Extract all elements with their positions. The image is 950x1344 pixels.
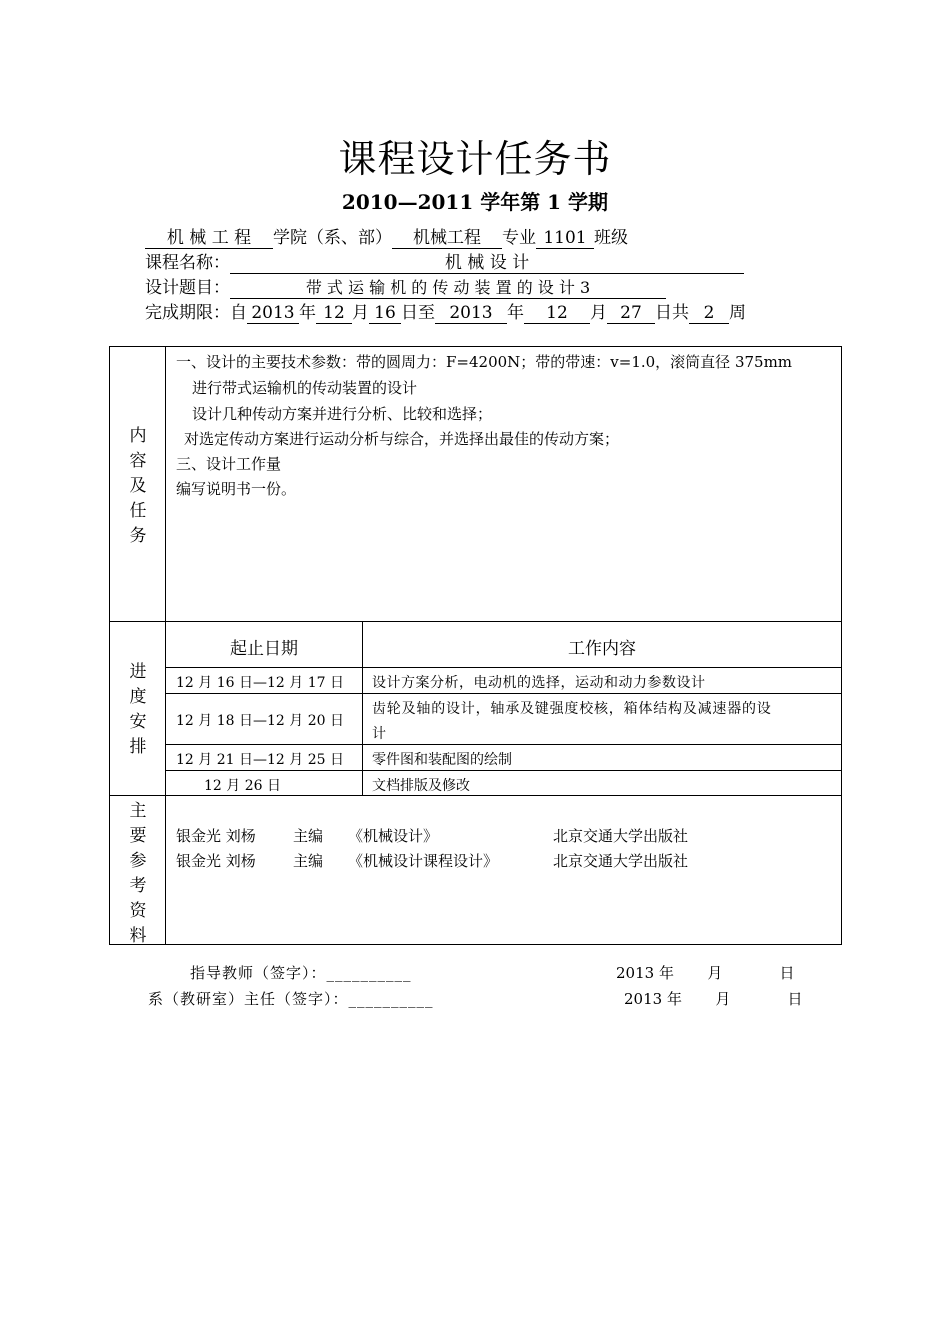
course-value: 机 械 设 计 (230, 253, 744, 274)
row-divider-2 (165, 744, 842, 745)
course-label: 课程名称： (145, 253, 230, 273)
semester-line: 2010—2011 学年第 1 学期 (341, 190, 609, 214)
side-char: 及 (129, 476, 147, 496)
start-day: 16 (369, 303, 401, 324)
college-value: 机 械 工 程 (145, 228, 273, 249)
row-divider-content (109, 621, 842, 622)
side-char: 务 (129, 526, 147, 546)
major-value: 机械工程 (392, 228, 502, 249)
reference-role: 主编 (293, 827, 324, 845)
reference-publisher: 北京交通大学出版社 (553, 827, 689, 845)
side-char: 任 (129, 501, 147, 521)
column-header-date: 起止日期 (230, 639, 298, 659)
reference-book: 《机械设计》 (348, 827, 439, 845)
course-line (145, 251, 744, 275)
content-line-1: 一、设计的主要技术参数：带的圆周力：F=4200N；带的带速：v=1.0，滚筒直径 375mm (176, 353, 793, 371)
reference-authors: 银金光 刘杨 (176, 827, 256, 845)
start-year: 2013 (247, 303, 299, 324)
content-line-5: 三、设计工作量 (176, 455, 282, 473)
period-label: 完成期限：自 (145, 303, 247, 323)
references-side-label (110, 799, 166, 949)
side-char: 进 (129, 662, 147, 682)
table-border-top (109, 346, 842, 347)
day-to: 日至 (401, 303, 435, 323)
start-month: 12 (316, 303, 352, 324)
schedule-row-4-work: 文档排版及修改 (372, 778, 470, 794)
row-divider-schedule (109, 795, 842, 796)
schedule-row-3-date: 12 月 21 日—12 月 25 日 (176, 752, 344, 768)
end-month: 12 (524, 303, 590, 324)
month-char-2: 月 (590, 303, 607, 323)
topic-value: 带 式 运 输 机 的 传 动 装 置 的 设 计 3 (230, 278, 666, 299)
schedule-row-3-work: 零件图和装配图的绘制 (372, 752, 512, 768)
reference-role: 主编 (293, 852, 324, 870)
side-char: 要 (129, 826, 147, 846)
side-char: 资 (129, 901, 147, 921)
week-char: 周 (729, 303, 746, 323)
schedule-row-1-date: 12 月 16 日—12 月 17 日 (176, 675, 344, 691)
side-char: 内 (129, 426, 147, 446)
reference-book: 《机械设计课程设计》 (348, 852, 499, 870)
table-border-right (841, 346, 842, 945)
schedule-row-1-work: 设计方案分析，电动机的选择，运动和动力参数设计 (372, 675, 706, 691)
schedule-row-2-work-cont: 计 (372, 726, 386, 742)
class-value: 1101 (536, 228, 594, 249)
director-signature: 系（教研室）主任（签字）：__________ (148, 990, 434, 1008)
topic-label: 设计题目： (145, 278, 230, 298)
page-title: 课程设计任务书 (338, 137, 612, 181)
teacher-date: 2013 年 月 日 (616, 964, 795, 982)
side-char: 料 (129, 926, 147, 946)
schedule-side-label (110, 660, 166, 760)
end-day: 27 (607, 303, 655, 324)
teacher-signature: 指导教师（签字）：__________ (190, 964, 412, 982)
end-year: 2013 (435, 303, 507, 324)
class-label: 班级 (594, 228, 628, 248)
content-line-2: 进行带式运输机的传动装置的设计 (192, 379, 418, 397)
column-header-work: 工作内容 (568, 639, 636, 659)
major-label: 专业 (502, 228, 536, 248)
content-line-4: 对选定传动方案进行运动分析与综合，并选择出最佳的传动方案； (184, 430, 620, 448)
month-char-1: 月 (352, 303, 369, 323)
reference-publisher: 北京交通大学出版社 (553, 852, 689, 870)
period-line (145, 301, 746, 325)
year-char-2: 年 (507, 303, 524, 323)
schedule-row-4-date: 12 月 26 日 (204, 778, 281, 794)
schedule-row-2-date: 12 月 18 日—12 月 20 日 (176, 713, 344, 729)
schedule-row-2-work: 齿轮及轴的设计，轴承及键强度校核，箱体结构及减速器的设 (372, 701, 772, 717)
side-char: 度 (129, 687, 147, 707)
side-char: 安 (129, 712, 147, 732)
year-char-1: 年 (299, 303, 316, 323)
side-char: 容 (129, 451, 147, 471)
table-border-bottom (109, 944, 842, 945)
side-char: 主 (129, 801, 147, 821)
row-divider-1 (165, 693, 842, 694)
side-char: 排 (129, 737, 147, 757)
side-char: 考 (129, 876, 147, 896)
college-line (145, 226, 628, 250)
reference-authors: 银金光 刘杨 (176, 852, 256, 870)
content-line-3: 设计几种传动方案并进行分析、比较和选择； (192, 405, 493, 423)
row-divider-3 (165, 770, 842, 771)
topic-line (145, 276, 666, 300)
college-label: 学院（系、部） (273, 228, 392, 248)
content-side-label (110, 424, 166, 549)
row-divider-header (165, 667, 842, 668)
content-line-6: 编写说明书一份。 (176, 480, 297, 498)
day-total: 日共 (655, 303, 689, 323)
side-char: 参 (129, 851, 147, 871)
weeks-value: 2 (689, 303, 729, 324)
director-date: 2013 年 月 日 (624, 990, 803, 1008)
